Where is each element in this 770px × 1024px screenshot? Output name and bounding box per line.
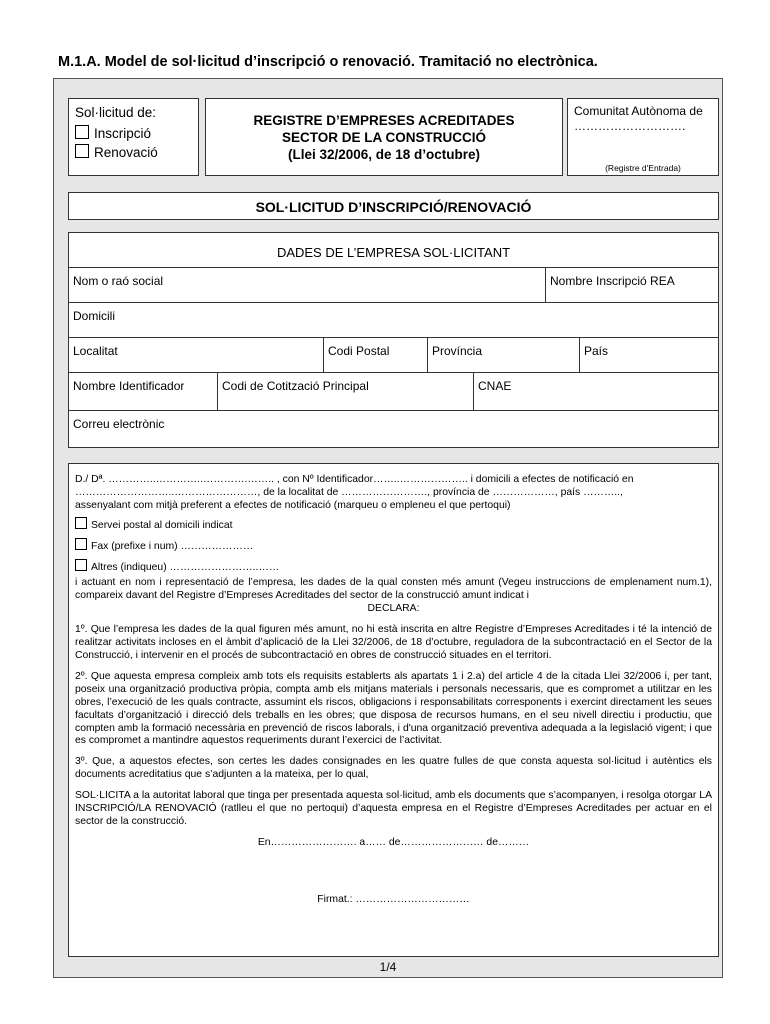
intro-line-2: ………………………..……………………, de la localitat de ……………………., província de ………………, país ……….., — [75, 486, 623, 498]
province-field[interactable]: Província — [427, 338, 579, 372]
document-title: M.1.A. Model de sol·licitud d’inscripció o renovació. Tramitació no electrònica. — [58, 54, 598, 70]
notify-option-fax[interactable] — [75, 538, 712, 554]
postal-label: Servei postal al domicili indicat — [91, 519, 233, 531]
id-number-field[interactable]: Nombre Identificador — [73, 379, 185, 393]
community-field[interactable]: ………………………. — [574, 119, 686, 133]
inscripcio-label: Inscripció — [94, 126, 152, 141]
community-label: Comunitat Autònoma de — [574, 104, 703, 118]
company-section-title: DADES DE L’EMPRESA SOL·LICITANT — [276, 245, 511, 260]
acting-text: i actuant en nom i representació de l’empresa, les dades de la qual consten més amunt (Vegeu instruccions de emplenament num.1), compareix davant del Registre d’Empreses Acreditades del sector de la construcció amunt indicat i — [75, 577, 712, 602]
fax-label: Fax (prefixe i num) ………………… — [91, 540, 254, 552]
intro-line-3: assenyalant com mitjà preferent a efectes de notificació (marqueu o empleneu el que pertoqui) — [75, 499, 511, 511]
signature-line[interactable]: Firmat.: …………………………… — [317, 893, 470, 905]
paragraph-3: 3º. Que, a aquestos efectes, son certes les dades consignades en les quatre fulles de que consta aquesta sol·licitud i autèntics els documents acreditatius que s’adjunten a la mateixa, per lo qual, — [75, 756, 712, 781]
entry-register-label: (Registre d'Entrada) — [605, 163, 681, 173]
rea-number-field[interactable]: Nombre Inscripció REA — [545, 268, 720, 302]
email-field[interactable]: Correu electrònic — [73, 417, 165, 431]
declares-heading: DECLARA: — [367, 603, 420, 615]
option-inscripcio[interactable] — [75, 125, 198, 141]
locality-field[interactable]: Localitat — [73, 344, 118, 358]
declaration-box — [68, 463, 719, 957]
postal-checkbox[interactable] — [75, 517, 87, 529]
registry-title-line-1: REGISTRE D’EMPRESES ACREDITADES — [253, 113, 515, 128]
contribution-code-field[interactable]: Codi de Cotització Principal — [217, 373, 473, 410]
paragraph-1: 1º. Que l’empresa les dades de la qual figuren més amunt, no hi està inscrita en altre Registre d’Empreses Acreditades i té la intenció de realitzar activitats incloses en el àmbit d’aplicació de la Llei 32/2006, de 18 d’octubre, reguladora de la subcontractació en el Sector de la Construcció, i intervenir en el procés de subcontractació en obres de construcció situades en el territori. — [75, 624, 712, 661]
address-field[interactable]: Domicili — [73, 309, 115, 323]
intro-line-1: D./ Dª. …………..…………..………….…….. , con Nº Identificador……..……………….. i domicili a efectes de notificació en — [75, 474, 634, 485]
page-number: 1/4 — [379, 960, 397, 974]
request-label: Sol·licitud de: — [75, 105, 157, 120]
registry-title-line-3: (Llei 32/2006, de 18 d’octubre) — [287, 147, 481, 162]
country-field[interactable]: País — [579, 338, 720, 372]
option-renovacio[interactable] — [75, 144, 198, 160]
postal-code-field[interactable]: Codi Postal — [323, 338, 427, 372]
request-text: SOL·LICITA a la autoritat laboral que tinga per presentada aquesta sol·licitud, amb els documents que s’acompanyen, i resolga otorgar LA INSCRIPCIÓ/LA RENOVACIÓ (ratlleu el que no pertoqui) d’aquesta empresa en el Registre d’Empreses Acreditades per actuar en el sector de la construcció. — [75, 790, 712, 827]
other-label: Altres (indiqueu) ……………………..…… — [91, 561, 280, 573]
renovacio-label: Renovació — [94, 145, 158, 160]
place-date-line[interactable]: En……………………. a…… de…………………… de……… — [257, 836, 530, 848]
notify-option-postal[interactable] — [75, 517, 712, 533]
request-type-box — [68, 98, 199, 176]
registry-title-line-2: SECTOR DE LA CONSTRUCCIÓ — [281, 130, 486, 145]
company-name-field[interactable]: Nom o raó social — [73, 274, 164, 288]
community-box — [567, 98, 719, 176]
registry-title-box — [205, 98, 563, 176]
fax-checkbox[interactable] — [75, 538, 87, 550]
notify-option-other[interactable] — [75, 559, 712, 575]
other-checkbox[interactable] — [75, 559, 87, 571]
renovacio-checkbox[interactable] — [75, 144, 89, 158]
paragraph-2: 2º. Que aquesta empresa compleix amb tots els requisits establerts als apartats 1 i 2.a) del article 4 de la citada Llei 32/2006 i, per tant, poseix una organització productiva pròpia, compta amb els mitjans materials i personals necessaris, que es compromet a utilitzar en les obres, l’execució de les quals contracte, assumint els riscos, obligacions i responsabilitats corresponents i exercint directament les seues facultats d’organització i direcció dels treballs en les obres; que disposa de recursos humans, en el seu nivell directiu i productiu, que compten amb la formació necessària en prevenció de riscos laborals, i d'una organització preventiva adequada a la legislació vigent; i que es compromet a mantindre aquestos requeriments durant l’exercici de l’activitat. — [75, 670, 712, 747]
form-title: SOL·LICITUD D’INSCRIPCIÓ/RENOVACIÓ — [68, 192, 719, 220]
company-data-table — [68, 232, 719, 448]
cnae-field[interactable]: CNAE — [473, 373, 720, 410]
inscripcio-checkbox[interactable] — [75, 125, 89, 139]
